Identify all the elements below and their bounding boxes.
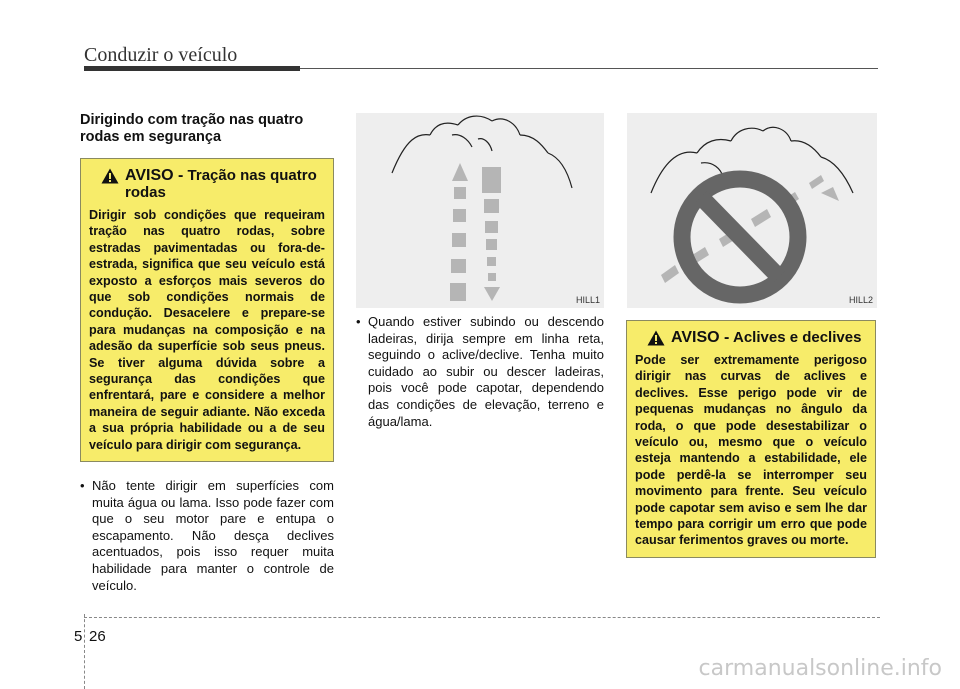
warning-box-4wd [80, 158, 334, 462]
warning-triangle-icon [101, 168, 119, 184]
figure-caption: HILL1 [575, 295, 600, 305]
section-heading: Dirigindo com tração nas quatro rodas em segurança [80, 112, 304, 145]
chapter-number: 5 [74, 628, 83, 645]
header-bar [84, 66, 300, 71]
bullet-water-mud [80, 478, 334, 594]
footer-horizontal-rule [84, 617, 880, 618]
column-middle [356, 314, 604, 430]
warning-label: AVISO - [671, 329, 730, 346]
warning-title-text [671, 329, 861, 346]
bullet-straight-line [356, 314, 604, 430]
warning-label: AVISO - [125, 167, 184, 184]
warning-body-slopes: Pode ser extremamente perigoso dirigir nas curvas de aclives e declives. Esse perigo pode vir de pequenas mudanças no ângulo da roda, o que pode desestabilizar o veículo ou, mesmo que o veículo esteja mantendo a estabilidade, ele pode perdê-la se interromper seu movimento para frente. Seu veículo pode capotar sem aviso e sem lhe dar tempo para corrigir um erro que pode causar ferimentos graves ou morte. [635, 353, 867, 548]
column-left [80, 112, 334, 594]
hill-diagonal-illustration [627, 113, 877, 308]
bullet-text: Não tente dirigir em superfícies com muita água ou lama. Isso pode fazer com que o seu motor pare e entupa o escapamento. Não desça declives acentuados, pois isso requer muita habilidade para manter o controle de veículo. [92, 478, 334, 593]
header-rule [300, 68, 878, 69]
footer-vertical-rule [84, 614, 85, 689]
page-number: 26 [89, 628, 106, 645]
warning-triangle-icon [647, 330, 665, 346]
warning-title [635, 329, 867, 346]
up-arrow-icon [450, 163, 468, 301]
warning-title-4wd: Tração nas quatro rodas [125, 167, 317, 201]
column-right [626, 320, 876, 558]
figure-caption: HILL2 [848, 295, 873, 305]
warning-title-slopes: Aclives e declives [733, 329, 862, 346]
figure-hill-straight [356, 113, 604, 308]
page-header-title: Conduzir o veículo [84, 44, 238, 66]
warning-box-slopes [626, 320, 876, 558]
hill-straight-illustration [356, 113, 604, 308]
prohibition-sign-icon [682, 179, 798, 295]
warning-title [89, 167, 325, 201]
warning-body-4wd: Dirigir sob condições que requeiram tração nas quatro rodas, sobre estradas pavimentadas ou fora-de-estrada, significa que seu veículo está exposto a esforços mais severos do que sob condições normais de condução. Desacelere e prepare-se para mudanças na composição e na adesão da superfície sob seus pneus. Se tiver alguma dúvida sobre a segurança das condições que enfrentará, pare e considere a melhor maneira de seguir adiante. Não exceda a sua própria habilidade ou a de seu veículo para dirigir com segurança. [89, 208, 325, 452]
bullet-text: Quando estiver subindo ou descendo ladeiras, dirija sempre em linha reta, seguindo o aclive/declive. Tenha muito cuidado ao subir ou descer ladeiras, pois você pode capotar, dependendo das condições de elevação, terreno e água/lama. [368, 314, 604, 429]
warning-title-text [125, 167, 325, 201]
figure-hill-diagonal-prohibited [627, 113, 877, 308]
bullet-dot: • [356, 314, 361, 329]
down-arrow-icon [482, 167, 501, 301]
watermark: carmanualsonline.info [698, 656, 942, 681]
bullet-dot: • [80, 478, 85, 494]
